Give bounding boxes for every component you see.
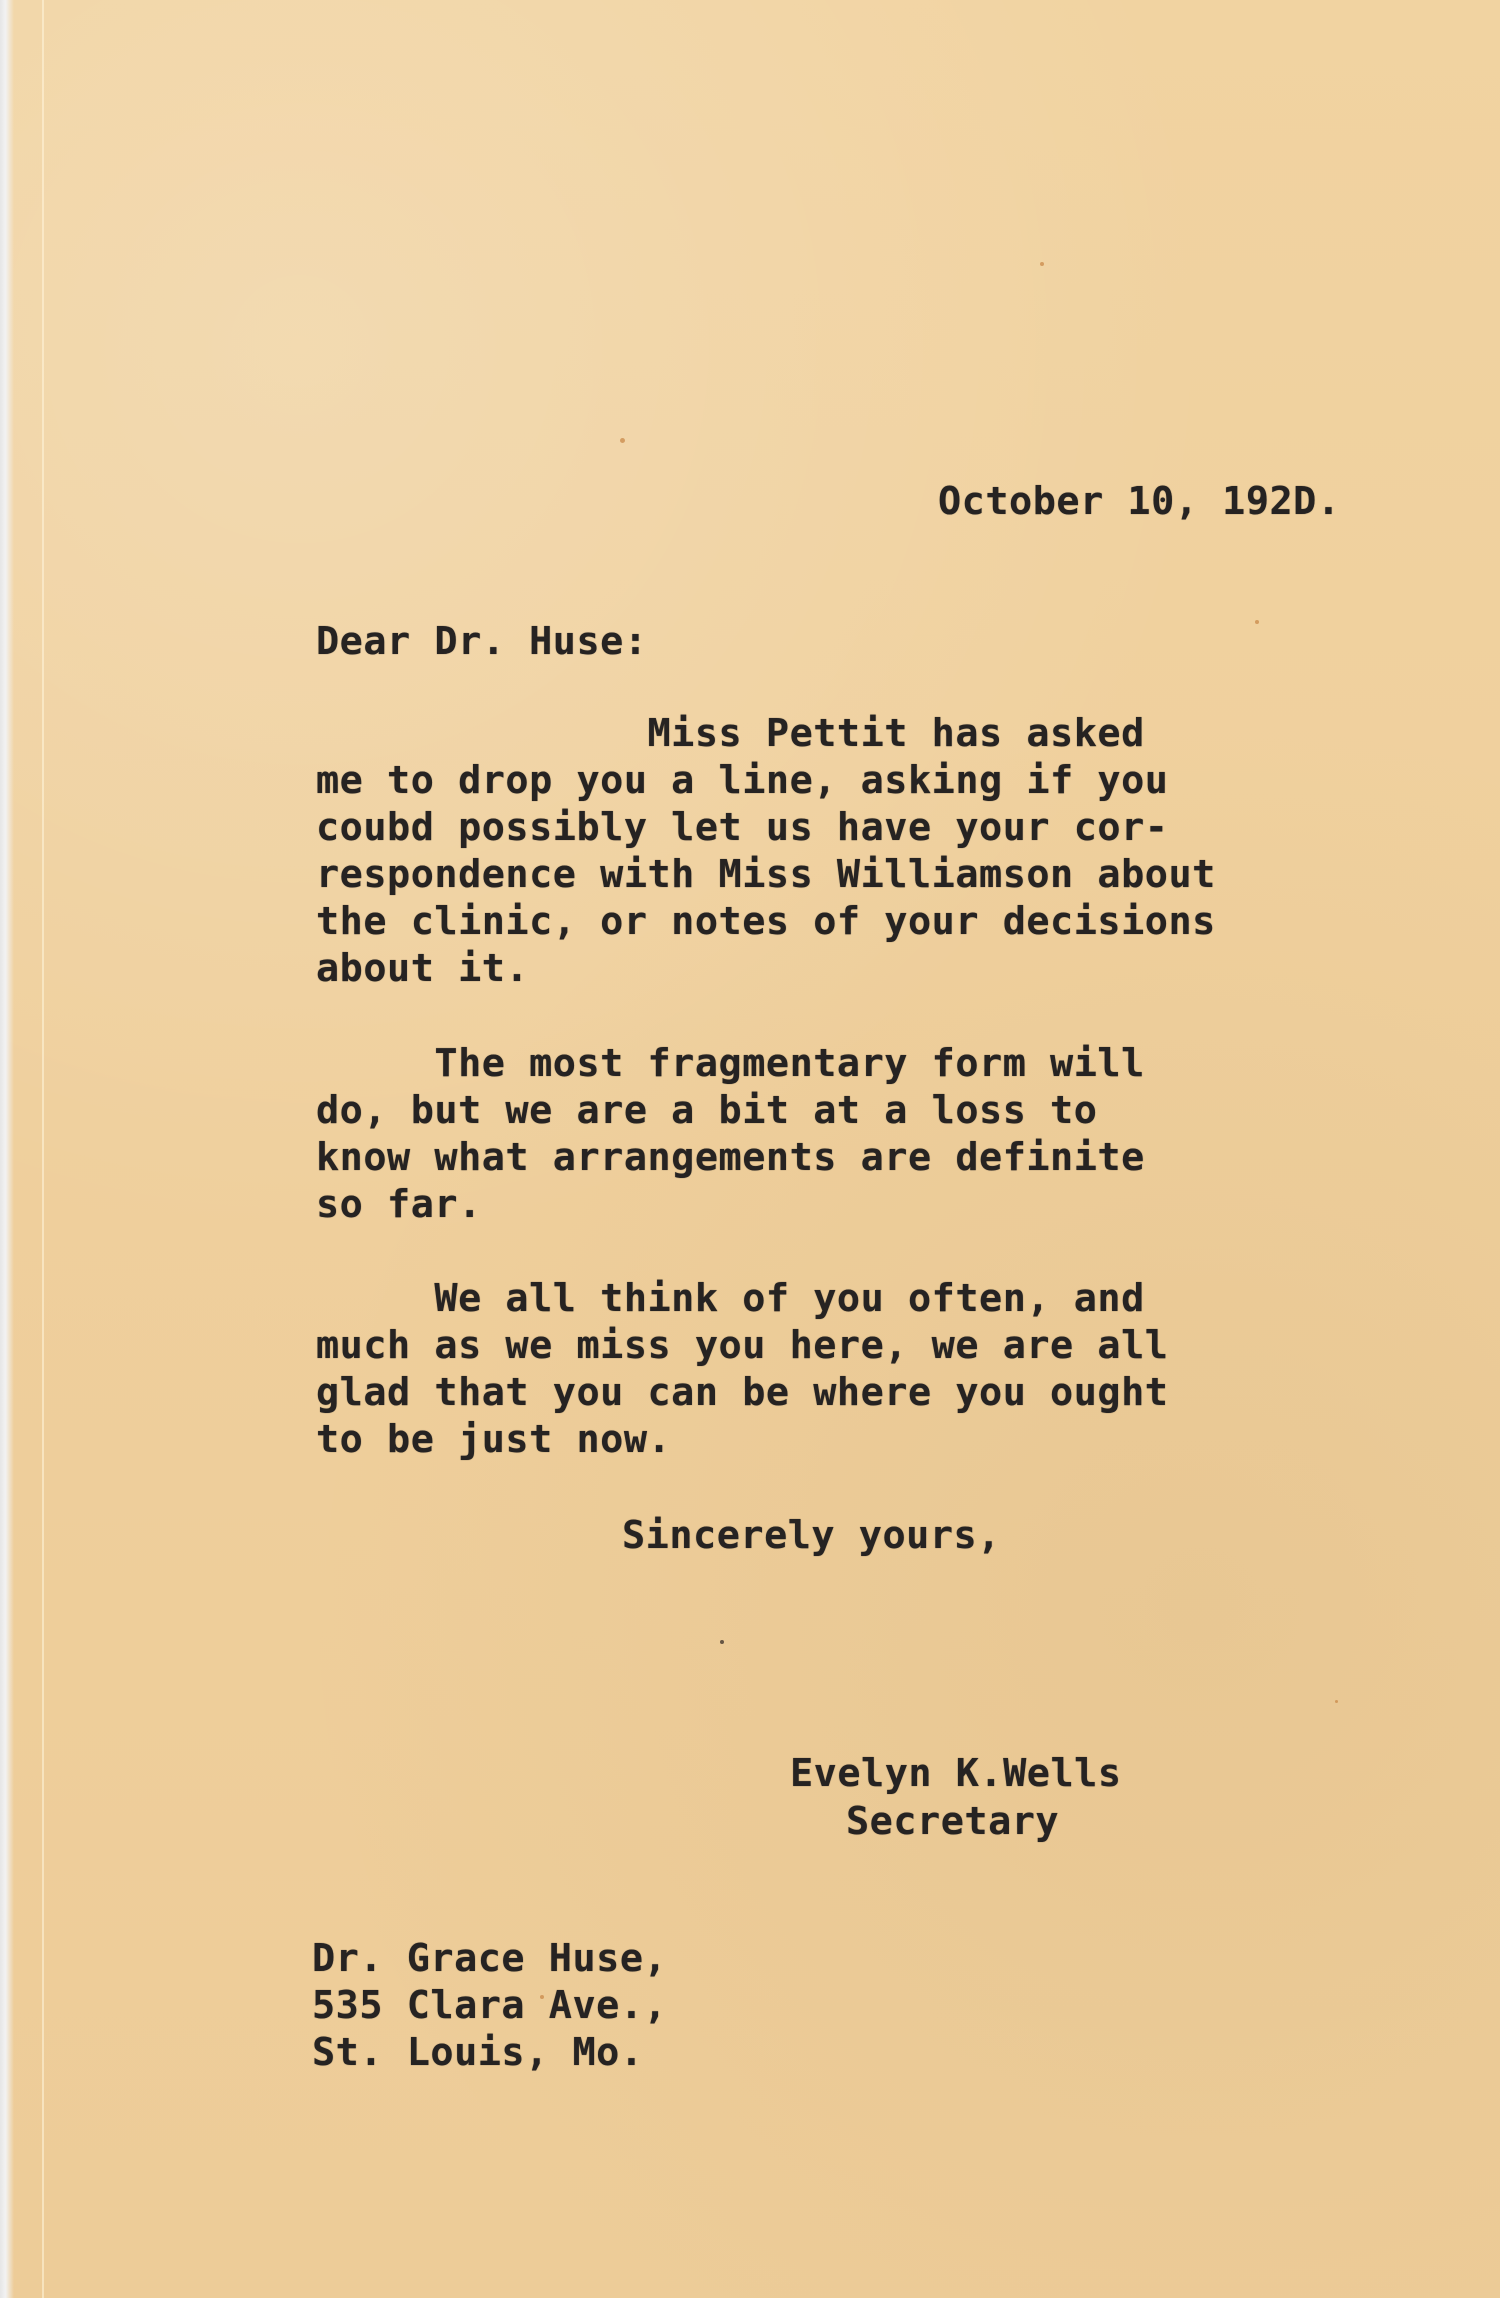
paper-speck [1255, 620, 1259, 624]
paper-speck [720, 1640, 724, 1644]
address-line: Dr. Grace Huse, [312, 1936, 668, 1981]
paper-speck [620, 438, 625, 443]
body-line: so far. [316, 1182, 482, 1227]
body-line: about it. [316, 946, 530, 991]
paper-speck [1335, 1700, 1338, 1703]
body-line: The most fragmentary form will [316, 1041, 1145, 1086]
body-line: to be just now. [316, 1417, 672, 1462]
body-line: Miss Pettit has asked [316, 711, 1145, 756]
paper-fold-line [42, 0, 44, 2298]
body-line: much as we miss you here, we are all [316, 1323, 1169, 1368]
body-line: respondence with Miss Williamson about [316, 852, 1216, 897]
salutation: Dear Dr. Huse: [316, 619, 648, 664]
address-line: St. Louis, Mo. [312, 2030, 644, 2075]
signature-name: Evelyn K.Wells [790, 1751, 1122, 1796]
body-line: coubd possibly let us have your cor- [316, 805, 1169, 850]
signature-title: Secretary [846, 1799, 1060, 1844]
torn-left-edge [0, 0, 14, 2298]
paragraph-1 [316, 710, 1216, 992]
paper-speck [1040, 262, 1044, 266]
address-line: 535 Clara Ave., [312, 1983, 668, 2028]
closing: Sincerely yours, [622, 1513, 1001, 1558]
body-line: glad that you can be where you ought [316, 1370, 1169, 1415]
body-line: me to drop you a line, asking if you [316, 758, 1169, 803]
body-line: We all think of you often, and [316, 1276, 1145, 1321]
body-line: know what arrangements are definite [316, 1135, 1145, 1180]
recipient-address [312, 1935, 667, 2076]
body-line: do, but we are a bit at a loss to [316, 1088, 1098, 1133]
letter-date: October 10, 192D. [938, 479, 1341, 524]
paragraph-2 [316, 1040, 1145, 1228]
paragraph-3 [316, 1275, 1168, 1463]
body-line: the clinic, or notes of your decisions [316, 899, 1216, 944]
